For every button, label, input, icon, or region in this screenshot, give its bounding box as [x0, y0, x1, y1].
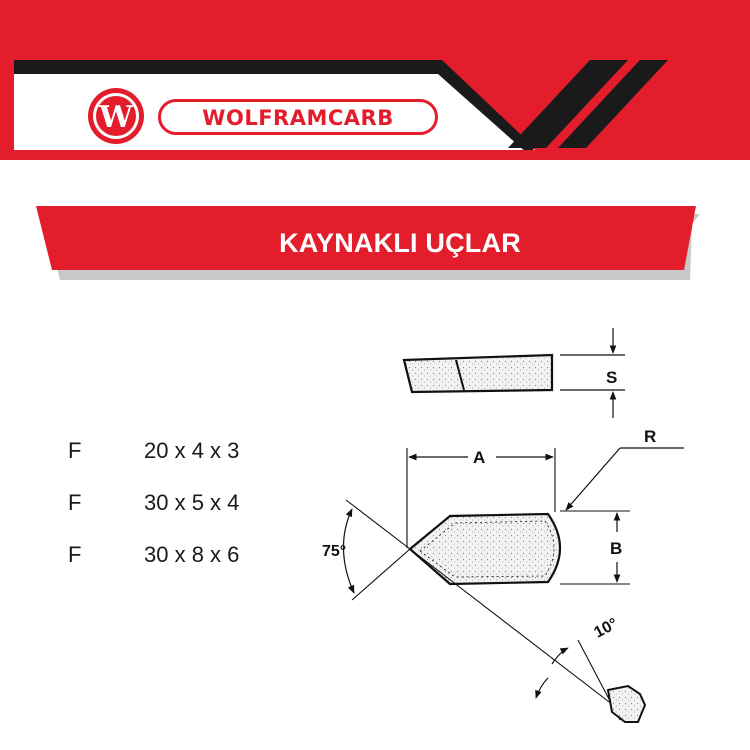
brand-logo	[86, 86, 442, 150]
top-view	[407, 427, 684, 584]
label-s: S	[606, 368, 618, 387]
label-10-degree: 10°	[591, 615, 621, 642]
top-view-body	[410, 514, 560, 584]
label-r: R	[644, 427, 657, 446]
spec-type: F	[68, 542, 82, 567]
tool-end-section	[608, 686, 645, 722]
angle-line-upper	[346, 500, 410, 549]
header-bottom-edge	[0, 150, 750, 160]
spec-type: F	[68, 438, 82, 463]
angle-line-lower	[352, 549, 410, 600]
wolframcarb-logo-icon	[86, 86, 146, 146]
spec-type: F	[68, 490, 82, 515]
page-title: KAYNAKLI UÇLAR	[279, 228, 521, 258]
clearance-arc-lower	[536, 678, 548, 698]
r-leader-arrow	[566, 448, 620, 510]
spec-row	[68, 438, 308, 490]
spec-dimensions: 20 x 4 x 3	[144, 438, 240, 463]
label-b: B	[610, 539, 623, 558]
spec-dimensions: 30 x 5 x 4	[144, 490, 240, 515]
label-75-degree: 75°	[322, 543, 347, 560]
label-a: A	[473, 448, 486, 467]
tool-tip-drawing	[300, 300, 750, 750]
point-angle-dimension	[322, 500, 410, 600]
brand-name: WOLFRAMCARB	[202, 106, 394, 130]
side-view	[404, 328, 625, 418]
spec-dimensions: 30 x 8 x 6	[144, 542, 240, 567]
spec-row	[68, 542, 308, 594]
spec-list	[68, 438, 308, 594]
spec-row	[68, 490, 308, 542]
logo-badge-shape	[86, 86, 146, 146]
brand-wordmark	[158, 99, 438, 135]
side-view-body	[404, 355, 552, 392]
clearance-arc-upper	[552, 648, 568, 664]
logo-letter: W	[99, 100, 133, 135]
